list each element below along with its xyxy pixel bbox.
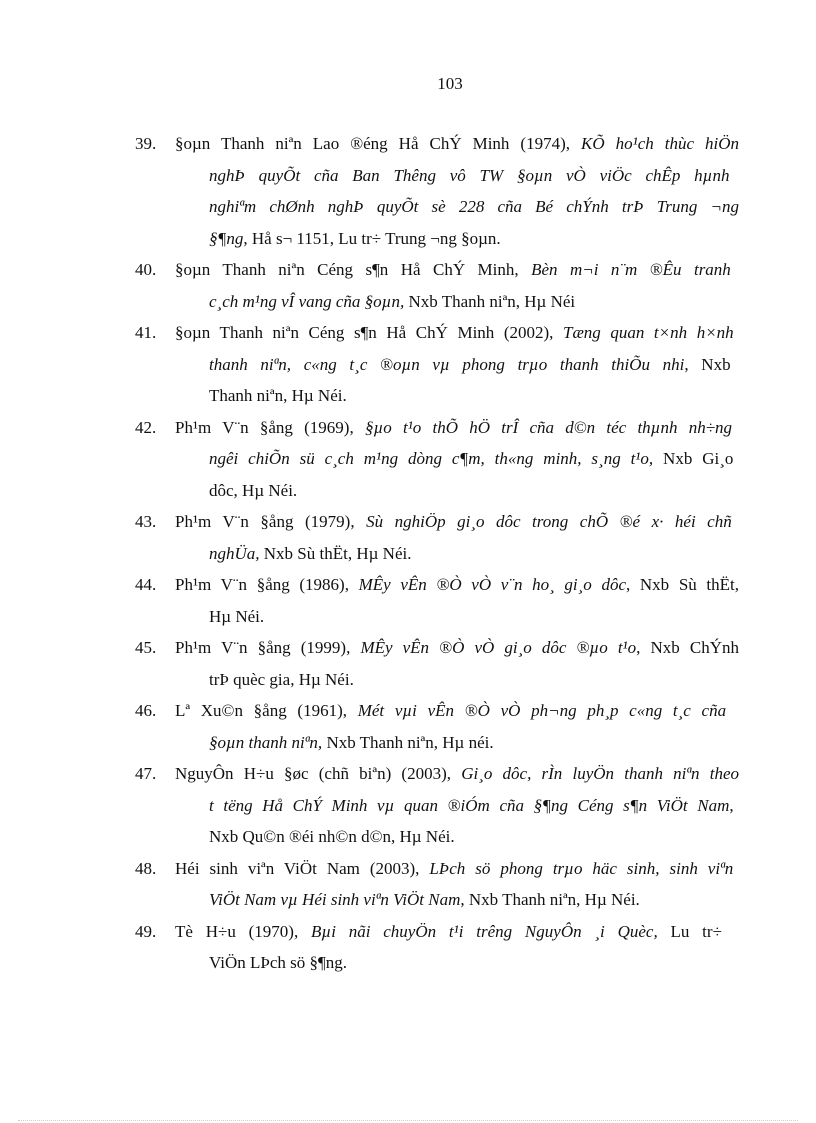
reference-text: , Hå s¬ 1151, Lu tr÷ Trung ¬ng §oµn.: [243, 228, 501, 248]
reference-text: , Nxb ChÝnh: [636, 638, 739, 657]
reference-title-text: Bµi nãi chuyÖn t¹i trêng NguyÔn ¸i Quèc,: [311, 921, 658, 941]
reference-entry: [0, 632, 816, 695]
reference-title-text: MÊy vÊn ®Ò vÒ gi¸o dôc ®µo t¹o: [360, 638, 637, 657]
reference-line: [175, 569, 738, 601]
reference-title-text: ngêi chiÕn sü c¸ch m¹ng dòng c¶m, th«ng minh, s¸ng t¹o,: [209, 449, 654, 468]
reference-title-text: Sù nghiÖp gi¸o dôc trong chÕ ®é x· héi chñ: [366, 512, 732, 531]
reference-number: 41.: [135, 323, 157, 342]
reference-line: [209, 947, 738, 979]
reference-number: 48.: [135, 858, 157, 878]
reference-text: Nxb Thanh niªn, Hµ Néi: [404, 291, 576, 311]
reference-entry: [0, 758, 816, 853]
reference-line: [175, 254, 738, 286]
reference-line: [175, 128, 738, 160]
reference-line: [209, 601, 738, 633]
reference-line: [209, 443, 738, 475]
reference-text: Thanh niªn, Hµ Néi.: [209, 386, 347, 405]
reference-line: [175, 506, 738, 538]
reference-text: Lu tr÷: [657, 921, 722, 941]
reference-text: NguyÔn H÷u §øc (chñ biªn) (2003),: [175, 764, 462, 783]
reference-title-text: nghiªm chØnh nghÞ quyÕt sè 228 cña Bé chÝnh trÞ Trung ¬ng: [209, 197, 739, 216]
reference-title-text: §µo t¹o thÕ hÖ trÎ cña d©n téc thµnh nh÷ng: [364, 417, 733, 437]
reference-text: dôc, Hµ Néi.: [209, 480, 298, 500]
reference-text: ViÖn LÞch sö §¶ng.: [209, 953, 347, 972]
reference-text: , Nxb Sù thËt,: [626, 575, 740, 594]
reference-text: Ph¹m V¨n §ång (1999),: [175, 638, 361, 657]
reference-entry: [0, 412, 816, 507]
reference-title-text: Bèn m¬i n¨m ®Êu tranh: [531, 260, 731, 279]
reference-text: Nxb Sù thËt, Hµ Néi.: [259, 543, 412, 563]
reference-line: [175, 412, 738, 444]
reference-number: 45.: [135, 638, 157, 657]
reference-title-text: c¸ch m¹ng vÎ vang cña §oµn,: [209, 291, 405, 311]
reference-number: 40.: [135, 260, 157, 279]
reference-title-text: t tëng Hå ChÝ Minh vµ quan ®iÓm cña §¶ng Céng s¶n ViÖt Nam: [209, 795, 730, 815]
page-bottom-divider: [18, 1120, 798, 1121]
reference-line: [175, 758, 738, 790]
reference-line: [209, 821, 738, 853]
reference-text: Nxb Gi¸o: [653, 449, 734, 468]
reference-title-text: §¶ng: [209, 228, 244, 248]
reference-entry: [0, 916, 816, 979]
reference-text: , Nxb: [684, 354, 731, 374]
reference-title-text: Gi¸o dôc, rÌn luyÖn thanh niªn theo: [461, 764, 739, 783]
reference-number: 39.: [135, 134, 157, 153]
reference-line: [209, 160, 738, 192]
reference-title-text: thanh niªn, c«ng t¸c ®oµn vµ phong trµo thanh thiÕu nhi: [209, 354, 685, 374]
reference-number: 49.: [135, 921, 157, 941]
reference-line: [209, 286, 738, 318]
reference-line: [175, 695, 738, 727]
reference-text: Lª Xu©n §ång (1961),: [175, 701, 358, 720]
reference-text: Nxb Qu©n ®éi nh©n d©n, Hµ Néi.: [209, 827, 455, 846]
reference-line: [175, 317, 738, 349]
reference-text: ,: [729, 795, 734, 815]
reference-text: Ph¹m V¨n §ång (1969),: [175, 417, 365, 437]
reference-text: §oµn Thanh niªn Céng s¶n Hå ChÝ Minh,: [175, 260, 532, 279]
reference-line: [209, 191, 738, 223]
reference-line: [209, 727, 738, 759]
reference-text: Héi sinh viªn ViÖt Nam (2003),: [175, 858, 430, 878]
reference-entry: [0, 695, 816, 758]
reference-text: trÞ quèc gia, Hµ Néi.: [209, 669, 354, 689]
reference-number: 43.: [135, 512, 157, 531]
reference-number: 46.: [135, 701, 157, 720]
reference-text: Ph¹m V¨n §ång (1986),: [175, 575, 359, 594]
reference-title-text: §oµn thanh niªn,: [209, 732, 323, 752]
reference-line: [209, 380, 738, 412]
reference-title-text: Tæng quan t×nh h×nh: [563, 323, 734, 342]
reference-text: Ph¹m V¨n §ång (1979),: [175, 512, 367, 531]
reference-number: 47.: [135, 764, 157, 783]
reference-list: [0, 128, 816, 979]
reference-title-text: KÕ ho¹ch thùc hiÖn: [581, 134, 739, 153]
reference-entry: [0, 317, 816, 412]
reference-line: [175, 916, 738, 948]
reference-title-text: MÊy vÊn ®Ò vÒ v¨n ho¸ gi¸o dôc: [358, 575, 626, 594]
reference-line: [209, 538, 738, 570]
reference-title-text: nghÞ quyÕt cña Ban Thêng vô TW §oµn vÒ viÖc chÊp hµnh: [209, 165, 730, 185]
reference-number: 42.: [135, 417, 157, 437]
reference-text: Nxb Thanh niªn, Hµ néi.: [322, 732, 494, 752]
reference-line: [209, 223, 738, 255]
reference-entry: [0, 254, 816, 317]
page-number: 103: [437, 74, 463, 93]
reference-line: [175, 853, 738, 885]
reference-line: [209, 664, 738, 696]
reference-title-text: LÞch sö phong trµo häc sinh, sinh viªn: [429, 858, 734, 878]
reference-line: [209, 790, 738, 822]
reference-title-text: Mét vµi vÊn ®Ò vÒ ph¬ng ph¸p c«ng t¸c cña: [357, 701, 727, 720]
reference-line: [209, 475, 738, 507]
reference-entry: [0, 569, 816, 632]
reference-title-text: nghÜa,: [209, 543, 260, 563]
reference-line: [209, 349, 738, 381]
reference-text: Tè H÷u (1970),: [175, 921, 312, 941]
reference-line: [209, 884, 738, 916]
reference-number: 44.: [135, 575, 157, 594]
reference-text: §oµn Thanh niªn Lao ®éng Hå ChÝ Minh (1974),: [175, 134, 581, 153]
reference-entry: [0, 853, 816, 916]
reference-text: Hµ Néi.: [209, 606, 265, 626]
reference-text: §oµn Thanh niªn Céng s¶n Hå ChÝ Minh (2002),: [175, 323, 563, 342]
reference-title-text: ViÖt Nam vµ Héi sinh viªn ViÖt Nam: [209, 890, 461, 909]
reference-text: , Nxb Thanh niªn, Hµ Néi.: [460, 890, 640, 909]
reference-line: [175, 632, 738, 664]
reference-entry: [0, 128, 816, 254]
reference-entry: [0, 506, 816, 569]
